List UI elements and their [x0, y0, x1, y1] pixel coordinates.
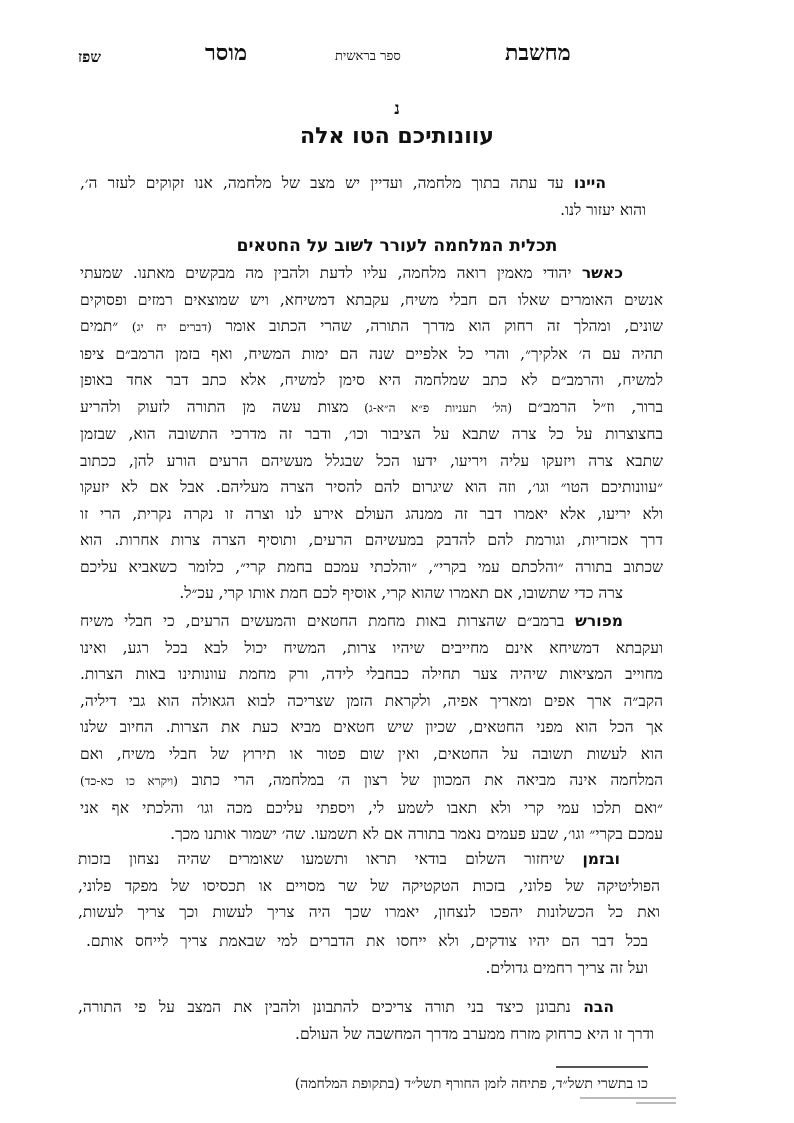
- text-line: ודרך זו היא כרחוק מזרח ממערב מדרך המחשבה של העולם.: [295, 1024, 654, 1043]
- paragraph-3: [78, 846, 660, 926]
- page-number: שפז: [78, 48, 101, 66]
- text-line: ״ואם תלכו עמי קרי ולא תאבו לשמע לי, ויספתי עליכם מכה וגו׳ והלכתי אף אני: [80, 798, 663, 817]
- text-line: תהיה עם ה׳ אלקיך״, והרי כל אלפיים שנה הם ימות המשיח, ואף בזמן הרמב״ם ציפו: [80, 344, 663, 363]
- text-line: שכתוב בתורה ״והלכתם עמי בקרי״, ״והלכתי עמכם בחמת קרי״, כלומר כשאביא עליכם: [80, 557, 663, 576]
- text-line: אך הכל הוא מפני החטאים, שכיון שיש חטאים מביא כעת את הצרות. החיוב שלנו: [80, 718, 663, 736]
- source-reference: (הל׳ תעניות פ״א ה״א-ג): [348, 400, 528, 415]
- chapter-title: עוונותיכם הטו אלה: [300, 124, 494, 149]
- text-line: עמכם בקרי״ וגו׳, שבע פעמים נאמר בתורה אם לא תשמעו. שה׳ ישמור אותנו מכך.: [170, 825, 663, 843]
- text-line: בחצוצרות על כל צרה שתבא על הציבור וכו׳, ודבר זה מדרכי התשובה הוא, שבזמן: [80, 425, 663, 443]
- text-line: המלחמה אינה מביאה את המכוון של רצון ה׳ במלחמה, הרי כתוב (ויקרא כו כא-כד): [80, 771, 663, 789]
- text-line: הפוליטיקה של פלוני, בזכות הטקטיקה של שר מסויים או תכסיסו של מפקד פלוני,: [78, 876, 660, 895]
- source-reference: (דברים יח יג): [131, 320, 212, 334]
- header-right-title: מחשבת: [505, 40, 571, 66]
- text-line: דרך אכזריות, וגורמת להם להדבק במעשיהם הרעים, ותוסיף הצרה צרות אחרות. הוא: [80, 531, 663, 549]
- header-left-title: מוסר: [205, 40, 247, 66]
- footnote-divider: [556, 1066, 648, 1068]
- text-line: הבה נתבונן כיצד בני תורה צריכים להתבונן ולהבין את המצב על פי התורה,: [78, 998, 614, 1016]
- chapter-number: נ: [394, 99, 400, 119]
- text-line: מחוייב המציאות שיהיה צער תחילה כבחבלי לידה, ורק מחמת עוונותינו באות הצרות.: [80, 665, 663, 683]
- section-heading: תכלית המלחמה לעורר לשוב על החטאים: [236, 236, 558, 256]
- text-line: ועל זה צריך רחמים גדולים.: [485, 958, 648, 977]
- text-line: הוא לעשות תשובה על החטאים, ואין שום פטור או תירוץ של חבלי משיח, ואם: [80, 744, 663, 763]
- text-line: למשיח, והרמב״ם לא כתב שמלחמה היא סימן למשיח, אלא כתב דבר אחד באופן: [80, 371, 663, 389]
- text-line: צרה כדי שתשובו, אם תאמרו שהוא קרי, אוסיף לכם חמת אותו קרי, עכ״ל.: [179, 584, 623, 602]
- lead-word: הבה: [583, 998, 614, 1016]
- paragraph-1: [80, 260, 663, 607]
- text-line: בכל דבר הם יהיו צודקים, ולא ייחסו את הדברים למי שבאמת צריך לייחס אותם.: [86, 932, 648, 950]
- paragraph-2: [80, 608, 663, 848]
- text-line: אנשים האומרים שאלו הם חבלי משיח, עקבתא דמשיחא, ויש שמוצאים רמזים ופסוקים: [80, 290, 663, 309]
- text-line: ולא יריעו, אלא יאמרו דבר זה ממנהג העולם אירע לנו וצרה זו נקרה נקרית, הרי זו: [80, 504, 663, 523]
- running-header: [0, 42, 794, 72]
- lead-word: מפורש: [575, 612, 623, 630]
- source-reference: (ויקרא כו כא-כד): [80, 774, 178, 788]
- printer-imprint-mark: [580, 1097, 676, 1107]
- footnote: כו בתשרי תשל״ד, פתיחה לזמן החורף תשל״ד (בתקופת המלחמה): [294, 1076, 648, 1092]
- lead-word: כאשר: [581, 264, 623, 282]
- intro-paragraph: [80, 170, 646, 223]
- text-line: ובזמן שיחזור השלום בודאי תראו ותשמעו שאומרים שהיה נצחון בזכות: [78, 850, 620, 868]
- text-line: שונים, ומהלך זה רחוק הוא מדרך התורה, שהרי הכתוב אומר (דברים יח יג) ״תמים: [80, 317, 663, 335]
- paragraph-4: [78, 994, 654, 1047]
- text-line: כאשר יהודי מאמין רואה מלחמה, עליו לדעת ולהבין מה מבקשים מאתנו. שמעתי: [80, 264, 623, 282]
- header-book-name: ספר בראשית: [335, 49, 401, 64]
- text-line: ועקבתא דמשיחא אינם מחייבים שיהיו צרות, המשיח יכול לבא בכל רגע, ואינו: [80, 638, 663, 657]
- text-line: ״עוונותיכם הטו״ וגו׳, וזה הוא שיגרום להם להסיר הצרה מעליהם. אבל אם לא יזעקו: [80, 478, 663, 496]
- lead-word: ובזמן: [582, 850, 620, 868]
- text-line: מפורש ברמב״ם שהצרות באות מחמת החטאים והמעשים הרעים, כי חבלי משיח: [80, 612, 623, 630]
- text-line: ואת כל הכשלונות יהפכו לנצחון, יאמרו שכך היה צריך לעשות וכך צריך לעשות,: [78, 903, 660, 921]
- text-line: הקב״ה ארך אפים ומאריך אפיה, ולקראת הזמן שצריכה לבוא הגאולה הוא גבי דיליה,: [80, 691, 663, 710]
- paragraph-3-continuation: [86, 928, 648, 981]
- text-line: ברור, וז״ל הרמב״ם (הל׳ תעניות פ״א ה״א-ג) מצות עשה מן התורה לזעוק ולהריע: [80, 397, 663, 416]
- text-line: שתבא צרה ויזעקו עליה ויריעו, ידעו הכל שבגלל מעשיהם הרעים הורע להן, ככתוב: [80, 451, 663, 470]
- text-line: היינו עד עתה בתוך מלחמה, ועדיין יש מצב של מלחמה, אנו זקוקים לעזר ה׳,: [80, 174, 606, 192]
- text-line: והוא יעזור לנו.: [560, 200, 646, 219]
- lead-word: היינו: [573, 174, 606, 192]
